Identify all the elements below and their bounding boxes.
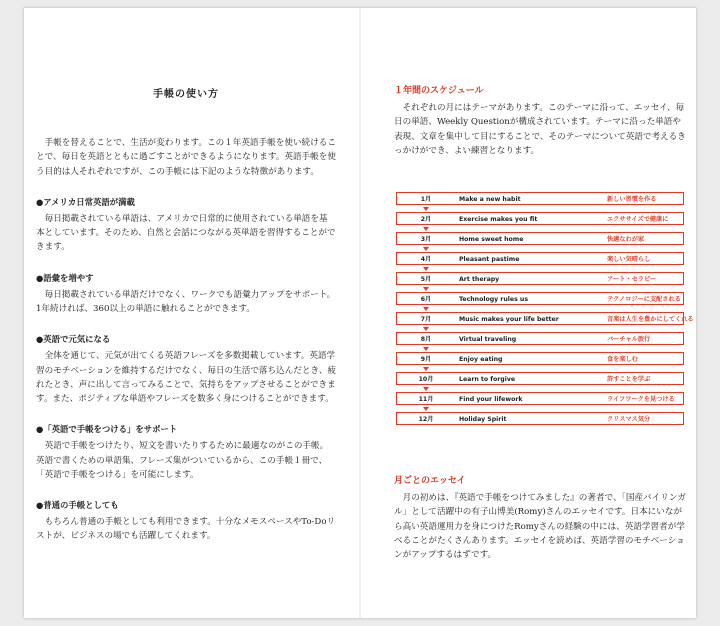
month-label: 8月 [420,336,432,343]
feature-section [36,195,336,255]
theme-english: Pleasant pastime [459,256,520,263]
essay-heading: 月ごとのエッセイ [394,476,466,486]
theme-english: Music makes your life better [459,316,559,323]
theme-japanese: ライフワークを見つける [607,396,675,403]
theme-japanese: クリスマス気分 [607,416,651,423]
section-title: ●アメリカ日常英語が満載 [36,196,135,207]
section-body: 毎日掲載されている単語は、アメリカで日常的に使用されている単語を基本としています。そのため、自然と会話につながる英単語を習得することができます。 [36,214,336,253]
theme-english: Find your lifework [459,396,523,403]
essay-section [394,474,686,562]
section-body: 毎日掲載されている単語だけでなく、ワークでも語彙力アップをサポート。1年続ければ、360以上の単語に触れることができます。 [36,289,336,315]
schedule-row [396,292,684,305]
month-label: 1月 [420,196,432,203]
down-arrow-icon [423,407,429,411]
schedule-row [396,192,684,205]
schedule-intro: それぞれの月にはテーマがあります。このテーマに沿って、エッセイ、毎日の単語、Weekly Questionが構成されています。テーマに沿った単語や表現、文章を集中して目にすることで、そのテーマについて英語で考えるきっかけができ、よい練習となります。 [394,103,686,156]
schedule-row [396,312,694,325]
month-label: 5月 [420,276,432,283]
theme-english: Virtual traveling [459,336,517,343]
section-body: もちろん普通の手帳としても利用できます。十分なメモスペースやTo-Doリストが、ビジネスの場でも活躍してくれます。 [36,517,336,542]
theme-japanese: テクノロジーに支配される [607,296,681,303]
essay-body: 月の初めは、『英語で手帳をつけてみました』の著者で、「国産バイリンガル」として活躍中の有子山博美(Romy)さんのエッセイです。日本にいながら高い英語運用力を身につけたRomyさんの経験の中には、英語学習者が学べることがたくさんあります。エッセイを読めば、英語学習のモチベーションがアップするはずです。 [394,493,687,561]
theme-english: Art therapy [459,276,500,283]
page-gutter [359,8,361,618]
schedule-row [396,272,684,285]
theme-english: Make a new habit [459,196,521,203]
schedule-row [396,232,684,245]
theme-japanese: 新しい習慣を作る [607,196,657,203]
book-spread [24,8,696,618]
feature-section [36,498,336,544]
theme-english: Exercise makes you fit [459,216,538,223]
schedule-heading: １年間のスケジュール [394,86,484,96]
monthly-schedule [396,192,694,432]
theme-english: Home sweet home [459,236,524,243]
down-arrow-icon [423,267,429,271]
down-arrow-icon [423,347,429,351]
feature-section [36,422,336,482]
month-label: 10月 [418,376,434,383]
section-title: ●普通の手帳としても [36,500,119,511]
month-label: 2月 [420,216,432,223]
section-title: ●英語で元気になる [36,334,111,345]
schedule-row [396,252,684,265]
month-label: 9月 [420,356,432,363]
down-arrow-icon [423,387,429,391]
down-arrow-icon [423,287,429,291]
schedule-row [396,212,684,225]
section-body: 英語で手帳をつけたり、短文を書いたりするために最適なのがこの手帳。英語で書くための単語集、フレーズ集がついているから、この手帳１冊で、「英語で手帳をつける」を可能にします。 [36,441,329,480]
left-page [36,88,336,544]
feature-section [36,271,336,317]
month-label: 7月 [420,316,432,323]
month-label: 4月 [420,256,432,263]
page-title: 手帳の使い方 [153,89,219,100]
theme-japanese: 食を楽しむ [607,356,638,363]
feature-section [36,332,336,406]
section-title: ●「英語で手帳をつける」をサポート [36,424,178,435]
schedule-row [396,352,684,365]
theme-japanese: 楽しい気晴らし [607,256,651,263]
theme-english: Technology rules us [459,296,529,303]
down-arrow-icon [423,367,429,371]
schedule-row [396,332,684,345]
theme-japanese: 許すことを学ぶ [607,376,651,383]
month-label: 6月 [420,296,432,303]
schedule-row [396,392,684,405]
schedule-row [396,412,684,425]
theme-english: Learn to forgive [459,376,516,383]
theme-japanese: 音楽は人生を豊かにしてくれる [607,316,694,323]
theme-english: Enjoy eating [459,356,503,363]
month-label: 12月 [418,416,434,423]
theme-japanese: バーチャル旅行 [607,336,651,343]
section-body: 全体を通じて、元気が出てくる英語フレーズを多数掲載しています。英語学習のモチベーションを維持するだけでなく、毎日の生活で落ち込んだとき、疲れたとき、声に出して言ってみることで、気持ちをアップさせることができます。また、ポジティブな単語やフレーズを数多く身につけることができます。 [36,351,336,405]
intro-paragraph: 手帳を替えることで、生活が変わります。この１年英語手帳を使い続けることで、毎日を英語とともに過ごすことができるようになります。英語手帳を使う目的は人それぞれですが、この手帳には下記のような特徴があります。 [36,138,336,177]
theme-japanese: エクササイズで健康に [607,216,669,223]
down-arrow-icon [423,327,429,331]
month-label: 3月 [420,236,432,243]
theme-english: Holiday Spirit [459,416,507,423]
down-arrow-icon [423,207,429,211]
down-arrow-icon [423,227,429,231]
theme-japanese: 快適なわが家 [607,236,645,243]
right-page-top [394,84,686,158]
section-title: ●語彙を増やす [36,272,94,283]
month-label: 11月 [418,396,434,403]
down-arrow-icon [423,247,429,251]
schedule-row [396,372,684,385]
down-arrow-icon [423,307,429,311]
theme-japanese: アート・セラピー [607,276,657,283]
